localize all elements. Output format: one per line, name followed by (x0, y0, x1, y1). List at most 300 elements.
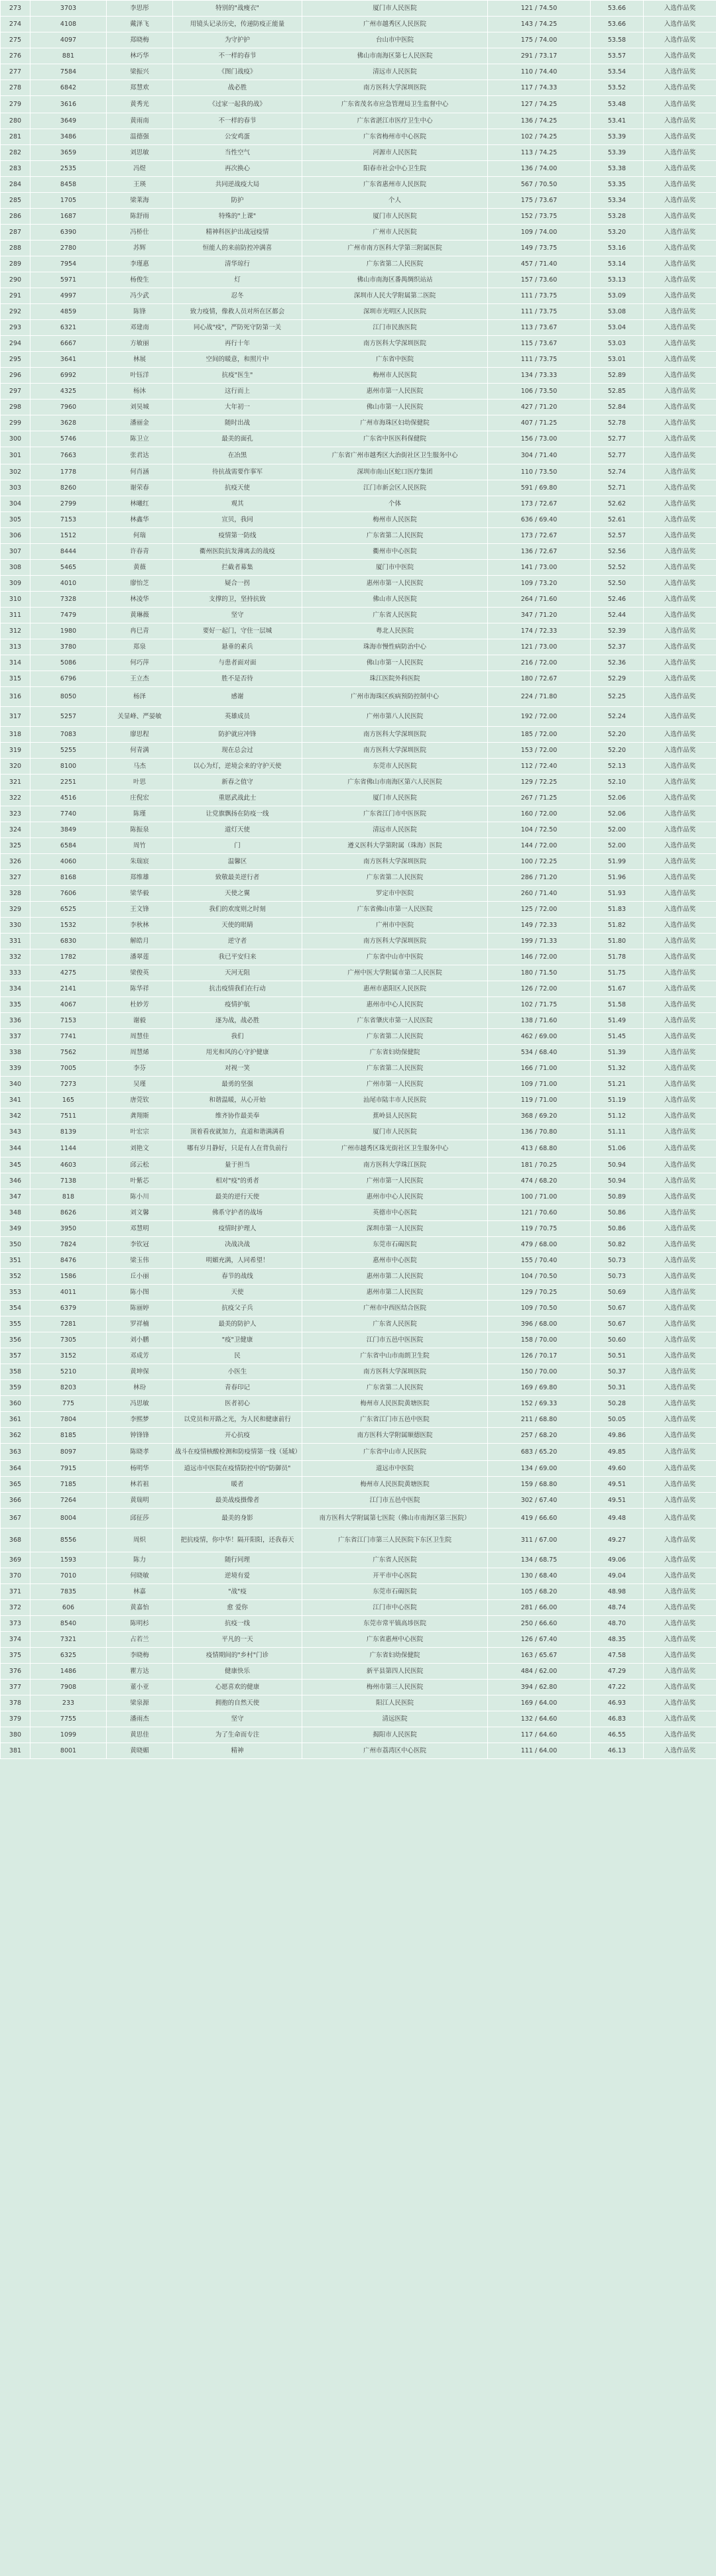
title-cell: 要好一起门，守住一层城 (173, 623, 302, 639)
final-score-cell: 52.37 (591, 639, 644, 655)
id-cell: 3628 (30, 415, 107, 431)
table-row (1, 965, 716, 981)
unit-cell: 阳江人民医院 (302, 1695, 488, 1711)
final-score-cell: 53.13 (591, 272, 644, 288)
final-score-cell: 52.20 (591, 743, 644, 759)
rank-cell: 274 (1, 17, 30, 32)
title-cell: 用镜头记录历史，传递防疫正能量 (173, 17, 302, 32)
id-cell: 7153 (30, 512, 107, 528)
award-cell: 入选作品奖 (644, 1093, 716, 1108)
rank-cell: 285 (1, 193, 30, 209)
author-cell: 李芬 (107, 1061, 173, 1077)
votes-score-cell: 224 / 71.80 (488, 687, 591, 707)
unit-cell: 深圳市南山区蛇口医疗集团 (302, 464, 488, 480)
id-cell: 6379 (30, 1301, 107, 1316)
table-row (1, 623, 716, 639)
title-cell: 我已平安归来 (173, 949, 302, 965)
table-row (1, 671, 716, 687)
votes-score-cell: 126 / 72.00 (488, 981, 591, 997)
votes-score-cell: 181 / 70.25 (488, 1157, 591, 1173)
final-score-cell: 53.66 (591, 1, 644, 17)
id-cell: 4097 (30, 32, 107, 48)
votes-score-cell: 291 / 73.17 (488, 48, 591, 64)
award-cell: 入选作品奖 (644, 759, 716, 775)
id-cell: 1486 (30, 1664, 107, 1680)
author-cell: 陈锋 (107, 304, 173, 320)
rank-cell: 347 (1, 1189, 30, 1205)
title-cell: 同心战"疫"，严防死守防第一关 (173, 320, 302, 336)
id-cell: 1512 (30, 528, 107, 544)
id-cell: 606 (30, 1600, 107, 1616)
unit-cell: 梅州市人民医院 (302, 368, 488, 384)
unit-cell: 广东省惠州中心医院 (302, 1632, 488, 1648)
votes-score-cell: 160 / 72.00 (488, 806, 591, 822)
unit-cell: 梅州市人民医院黄塘医院 (302, 1396, 488, 1412)
title-cell: 以党员和开路之光，为人民和健康前行 (173, 1412, 302, 1428)
award-cell: 入选作品奖 (644, 727, 716, 743)
unit-cell: 清远市人民医院 (302, 64, 488, 80)
title-cell: 坚守 (173, 1711, 302, 1727)
id-cell: 7083 (30, 727, 107, 743)
unit-cell: 厦门市中医院 (302, 560, 488, 576)
title-cell: 道灯天使 (173, 822, 302, 838)
unit-cell: 台山市中医院 (302, 32, 488, 48)
rank-cell: 300 (1, 431, 30, 447)
rank-cell: 316 (1, 687, 30, 707)
rank-cell: 315 (1, 671, 30, 687)
rank-cell: 369 (1, 1552, 30, 1568)
title-cell: 公安鸡蛋 (173, 129, 302, 145)
final-score-cell: 48.35 (591, 1632, 644, 1648)
id-cell: 7663 (30, 447, 107, 464)
award-cell: 入选作品奖 (644, 161, 716, 177)
final-score-cell: 53.52 (591, 80, 644, 96)
award-cell: 入选作品奖 (644, 870, 716, 886)
author-cell: 叶紫芯 (107, 1173, 173, 1189)
title-cell: 以心为灯，逆境会来的守护天使 (173, 759, 302, 775)
votes-score-cell: 484 / 62.00 (488, 1664, 591, 1680)
unit-cell: 罗定市中医院 (302, 886, 488, 902)
table-row (1, 1237, 716, 1253)
votes-score-cell: 567 / 70.50 (488, 177, 591, 193)
title-cell: "疫"卫健康 (173, 1332, 302, 1348)
unit-cell: 东莞市石碣医院 (302, 1237, 488, 1253)
unit-cell: 广东省梅州市中心医院 (302, 129, 488, 145)
final-score-cell: 51.58 (591, 997, 644, 1013)
rank-cell: 349 (1, 1221, 30, 1237)
id-cell: 6325 (30, 1648, 107, 1664)
votes-score-cell: 302 / 67.40 (488, 1493, 591, 1509)
title-cell: 最美的身影 (173, 1509, 302, 1529)
author-cell: 占若兰 (107, 1632, 173, 1648)
title-cell: 温馨区 (173, 854, 302, 870)
author-cell: 潘丽金 (107, 415, 173, 431)
rank-cell: 278 (1, 80, 30, 96)
author-cell: 方敏丽 (107, 336, 173, 352)
table-row (1, 113, 716, 129)
rank-cell: 296 (1, 368, 30, 384)
unit-cell: 蕉岭县人民医院 (302, 1108, 488, 1124)
rank-cell: 371 (1, 1584, 30, 1600)
rank-cell: 345 (1, 1157, 30, 1173)
table-row (1, 1711, 716, 1727)
id-cell: 3703 (30, 1, 107, 17)
rank-cell: 302 (1, 464, 30, 480)
rank-cell: 332 (1, 949, 30, 965)
author-cell: 杨沐 (107, 384, 173, 400)
unit-cell: 阳春市社会中心卫生院 (302, 161, 488, 177)
award-cell: 入选作品奖 (644, 1301, 716, 1316)
title-cell: 我们 (173, 1029, 302, 1045)
final-score-cell: 49.85 (591, 1444, 644, 1461)
table-row (1, 592, 716, 608)
final-score-cell: 51.83 (591, 902, 644, 918)
votes-score-cell: 110 / 73.50 (488, 464, 591, 480)
rank-cell: 353 (1, 1285, 30, 1301)
rank-cell: 380 (1, 1727, 30, 1743)
table-row (1, 1301, 716, 1316)
id-cell: 7562 (30, 1045, 107, 1061)
award-cell: 入选作品奖 (644, 1648, 716, 1664)
title-cell: 防护就应冲锋 (173, 727, 302, 743)
final-score-cell: 53.20 (591, 225, 644, 241)
title-cell: 重愿武战此士 (173, 790, 302, 806)
final-score-cell: 52.24 (591, 707, 644, 727)
votes-score-cell: 126 / 67.40 (488, 1632, 591, 1648)
final-score-cell: 51.06 (591, 1140, 644, 1157)
title-cell: 再次换心 (173, 161, 302, 177)
table-row (1, 368, 716, 384)
id-cell: 2780 (30, 241, 107, 256)
unit-cell: 揭阳市人民医院 (302, 1727, 488, 1743)
author-cell: 刘文馨 (107, 1205, 173, 1221)
author-cell: 郑维雄 (107, 870, 173, 886)
unit-cell: 广东省佛山市第一人民医院 (302, 902, 488, 918)
final-score-cell: 53.39 (591, 145, 644, 161)
unit-cell: 广州市海珠区疾病预防控制中心 (302, 687, 488, 707)
award-cell: 入选作品奖 (644, 854, 716, 870)
author-cell: 马杰 (107, 759, 173, 775)
title-cell: 疫情期间的"乡村"门诊 (173, 1648, 302, 1664)
author-cell: 黄瑞明 (107, 1493, 173, 1509)
id-cell: 7305 (30, 1332, 107, 1348)
author-cell: 关显峰、严晏敏 (107, 707, 173, 727)
id-cell: 6992 (30, 368, 107, 384)
final-score-cell: 53.16 (591, 241, 644, 256)
author-cell: 刘小鹏 (107, 1332, 173, 1348)
votes-score-cell: 534 / 68.40 (488, 1045, 591, 1061)
final-score-cell: 50.31 (591, 1380, 644, 1396)
award-cell: 入选作品奖 (644, 1584, 716, 1600)
id-cell: 8260 (30, 480, 107, 496)
final-score-cell: 50.51 (591, 1348, 644, 1364)
table-row (1, 1428, 716, 1444)
table-row (1, 949, 716, 965)
author-cell: 郑泉 (107, 639, 173, 655)
table-row (1, 838, 716, 854)
author-cell: 杜妙芳 (107, 997, 173, 1013)
author-cell: 邓建南 (107, 320, 173, 336)
table-row (1, 1221, 716, 1237)
title-cell: 疫情时护理人 (173, 1221, 302, 1237)
author-cell: 冯桥仕 (107, 225, 173, 241)
award-cell: 入选作品奖 (644, 1013, 716, 1029)
author-cell: 龚翔斯 (107, 1108, 173, 1124)
rank-cell: 280 (1, 113, 30, 129)
unit-cell: 深圳市人民大学附属第二医院 (302, 288, 488, 304)
rank-cell: 301 (1, 447, 30, 464)
title-cell: 精神科医护出战冠疫情 (173, 225, 302, 241)
final-score-cell: 51.78 (591, 949, 644, 965)
unit-cell: 广东省第二人民医院 (302, 1029, 488, 1045)
title-cell: 战斗在疫情核酸检测和防疫情第一线（延城） (173, 1444, 302, 1461)
award-cell: 入选作品奖 (644, 1493, 716, 1509)
title-cell: 恒能人的来前防控冲满喜 (173, 241, 302, 256)
award-cell: 入选作品奖 (644, 1332, 716, 1348)
table-row (1, 1727, 716, 1743)
award-cell: 入选作品奖 (644, 352, 716, 368)
votes-score-cell: 119 / 70.75 (488, 1221, 591, 1237)
rank-cell: 377 (1, 1680, 30, 1695)
final-score-cell: 53.03 (591, 336, 644, 352)
award-cell: 入选作品奖 (644, 272, 716, 288)
unit-cell: 南方医科大学珠江医院 (302, 1157, 488, 1173)
id-cell: 1099 (30, 1727, 107, 1743)
votes-score-cell: 134 / 68.75 (488, 1552, 591, 1568)
final-score-cell: 49.27 (591, 1529, 644, 1552)
votes-score-cell: 111 / 73.75 (488, 352, 591, 368)
unit-cell: 惠州市第二人民医院 (302, 1285, 488, 1301)
unit-cell: 深圳市第一人民医院 (302, 1221, 488, 1237)
table-row (1, 1285, 716, 1301)
title-cell: 青春印记 (173, 1380, 302, 1396)
final-score-cell: 53.08 (591, 304, 644, 320)
final-score-cell: 51.67 (591, 981, 644, 997)
table-row (1, 1, 716, 17)
title-cell: 疫情护航 (173, 997, 302, 1013)
award-cell: 入选作品奖 (644, 1237, 716, 1253)
award-cell: 入选作品奖 (644, 1029, 716, 1045)
unit-cell: 惠州市中心人民医院 (302, 997, 488, 1013)
votes-score-cell: 396 / 68.00 (488, 1316, 591, 1332)
id-cell: 5086 (30, 655, 107, 671)
unit-cell: 惠州市第二人民医院 (302, 1269, 488, 1285)
unit-cell: 英德市中心医院 (302, 1205, 488, 1221)
rank-cell: 333 (1, 965, 30, 981)
unit-cell: 广东省中医院 (302, 352, 488, 368)
award-cell: 入选作品奖 (644, 671, 716, 687)
rank-cell: 373 (1, 1616, 30, 1632)
award-cell: 入选作品奖 (644, 687, 716, 707)
title-cell: 致敬最美逆行者 (173, 870, 302, 886)
votes-score-cell: 175 / 74.00 (488, 32, 591, 48)
votes-score-cell: 130 / 68.40 (488, 1568, 591, 1584)
author-cell: 梁泉源 (107, 1695, 173, 1711)
rank-cell: 297 (1, 384, 30, 400)
votes-score-cell: 153 / 72.00 (488, 743, 591, 759)
author-cell: 冯煜 (107, 161, 173, 177)
author-cell: 梁莱海 (107, 193, 173, 209)
id-cell: 2251 (30, 775, 107, 790)
title-cell: 健康快乐 (173, 1664, 302, 1680)
id-cell: 7281 (30, 1316, 107, 1332)
final-score-cell: 51.49 (591, 1013, 644, 1029)
award-cell: 入选作品奖 (644, 608, 716, 623)
id-cell: 881 (30, 48, 107, 64)
rank-cell: 303 (1, 480, 30, 496)
unit-cell: 南方医科大学深圳医院 (302, 727, 488, 743)
award-cell: 入选作品奖 (644, 304, 716, 320)
unit-cell: 江门市五邑中医医院 (302, 1332, 488, 1348)
award-cell: 入选作品奖 (644, 512, 716, 528)
votes-score-cell: 134 / 73.33 (488, 368, 591, 384)
rank-cell: 294 (1, 336, 30, 352)
final-score-cell: 51.12 (591, 1108, 644, 1124)
final-score-cell: 52.71 (591, 480, 644, 496)
votes-score-cell: 169 / 69.80 (488, 1380, 591, 1396)
unit-cell: 广州市中西医结合医院 (302, 1301, 488, 1316)
author-cell: 林展 (107, 352, 173, 368)
votes-score-cell: 155 / 70.40 (488, 1253, 591, 1269)
id-cell: 3780 (30, 639, 107, 655)
award-cell: 入选作品奖 (644, 576, 716, 592)
award-cell: 入选作品奖 (644, 1568, 716, 1584)
award-cell: 入选作品奖 (644, 336, 716, 352)
title-cell: 医者初心 (173, 1396, 302, 1412)
rank-cell: 323 (1, 806, 30, 822)
unit-cell: 广东省江门市中医医院 (302, 806, 488, 822)
unit-cell: 广州市第八人民医院 (302, 707, 488, 727)
final-score-cell: 53.48 (591, 96, 644, 113)
award-cell: 入选作品奖 (644, 981, 716, 997)
rank-cell: 375 (1, 1648, 30, 1664)
title-cell: 随行同理 (173, 1552, 302, 1568)
author-cell: 廖怡芝 (107, 576, 173, 592)
title-cell: 最美的防护人 (173, 1316, 302, 1332)
id-cell: 5746 (30, 431, 107, 447)
unit-cell: 东莞市石碣医院 (302, 1584, 488, 1600)
award-cell: 入选作品奖 (644, 384, 716, 400)
id-cell: 4010 (30, 576, 107, 592)
final-score-cell: 49.51 (591, 1493, 644, 1509)
rank-cell: 325 (1, 838, 30, 854)
title-cell: 大年初一 (173, 400, 302, 415)
id-cell: 7321 (30, 1632, 107, 1648)
final-score-cell: 52.78 (591, 415, 644, 431)
author-cell: 陈卫立 (107, 431, 173, 447)
unit-cell: 南方医科大学深圳医院 (302, 743, 488, 759)
title-cell: 抗击疫情我们在行动 (173, 981, 302, 997)
unit-cell: 佛山市南海区番禺绸织站站 (302, 272, 488, 288)
id-cell: 7138 (30, 1173, 107, 1189)
id-cell: 5465 (30, 560, 107, 576)
rank-cell: 277 (1, 64, 30, 80)
votes-score-cell: 683 / 65.20 (488, 1444, 591, 1461)
table-row (1, 17, 716, 32)
rank-cell: 368 (1, 1529, 30, 1552)
award-cell: 入选作品奖 (644, 902, 716, 918)
final-score-cell: 52.50 (591, 576, 644, 592)
rank-cell: 328 (1, 886, 30, 902)
table-row (1, 415, 716, 431)
final-score-cell: 50.60 (591, 1332, 644, 1348)
table-row (1, 1584, 716, 1600)
title-cell: 空间的暖意，和照片中 (173, 352, 302, 368)
title-cell: 致力疫情，像救人员对所在区都会 (173, 304, 302, 320)
id-cell: 3641 (30, 352, 107, 368)
final-score-cell: 51.11 (591, 1124, 644, 1140)
title-cell: 哪有岁月静好，只是有人在背负前行 (173, 1140, 302, 1157)
author-cell: 林凌华 (107, 592, 173, 608)
rank-cell: 346 (1, 1173, 30, 1189)
title-cell: 心愿喜欢的健康 (173, 1680, 302, 1695)
title-cell: 拦截者募集 (173, 560, 302, 576)
table-row (1, 1029, 716, 1045)
award-cell: 入选作品奖 (644, 1253, 716, 1269)
votes-score-cell: 211 / 68.80 (488, 1412, 591, 1428)
title-cell: 待抗战需要作事军 (173, 464, 302, 480)
rank-cell: 322 (1, 790, 30, 806)
id-cell: 6321 (30, 320, 107, 336)
unit-cell: 广州市越秀区人民医院 (302, 17, 488, 32)
final-score-cell: 51.45 (591, 1029, 644, 1045)
id-cell: 7960 (30, 400, 107, 415)
title-cell: 最美的逆行天使 (173, 1189, 302, 1205)
award-cell: 入选作品奖 (644, 400, 716, 415)
rank-cell: 357 (1, 1348, 30, 1364)
final-score-cell: 53.35 (591, 177, 644, 193)
final-score-cell: 52.77 (591, 447, 644, 464)
votes-score-cell: 136 / 70.80 (488, 1124, 591, 1140)
id-cell: 8050 (30, 687, 107, 707)
title-cell: 天河无阻 (173, 965, 302, 981)
id-cell: 7835 (30, 1584, 107, 1600)
id-cell: 3649 (30, 113, 107, 129)
id-cell: 6584 (30, 838, 107, 854)
unit-cell: 广东省人民医院 (302, 608, 488, 623)
title-cell: 愈 爱你 (173, 1600, 302, 1616)
author-cell: 张君达 (107, 447, 173, 464)
author-cell: 潘翠莲 (107, 949, 173, 965)
author-cell: 何晓敏 (107, 1568, 173, 1584)
title-cell: 清华琼行 (173, 256, 302, 272)
rank-cell: 311 (1, 608, 30, 623)
id-cell: 1778 (30, 464, 107, 480)
final-score-cell: 49.86 (591, 1428, 644, 1444)
final-score-cell: 50.69 (591, 1285, 644, 1301)
table-row (1, 1108, 716, 1124)
final-score-cell: 48.70 (591, 1616, 644, 1632)
final-score-cell: 53.66 (591, 17, 644, 32)
votes-score-cell: 304 / 71.40 (488, 447, 591, 464)
unit-cell: 东莞市常平镇高埗医院 (302, 1616, 488, 1632)
rank-cell: 281 (1, 129, 30, 145)
unit-cell: 厦门市人民医院 (302, 1124, 488, 1140)
final-score-cell: 50.89 (591, 1189, 644, 1205)
award-cell: 入选作品奖 (644, 80, 716, 96)
votes-score-cell: 150 / 70.00 (488, 1364, 591, 1380)
award-cell: 入选作品奖 (644, 918, 716, 934)
award-cell: 入选作品奖 (644, 965, 716, 981)
author-cell: 林若祖 (107, 1477, 173, 1493)
final-score-cell: 46.93 (591, 1695, 644, 1711)
table-row (1, 1461, 716, 1477)
author-cell: 李秋林 (107, 918, 173, 934)
id-cell: 818 (30, 1189, 107, 1205)
author-cell: 潘雨杰 (107, 1711, 173, 1727)
votes-score-cell: 591 / 69.80 (488, 480, 591, 496)
id-cell: 6842 (30, 80, 107, 96)
